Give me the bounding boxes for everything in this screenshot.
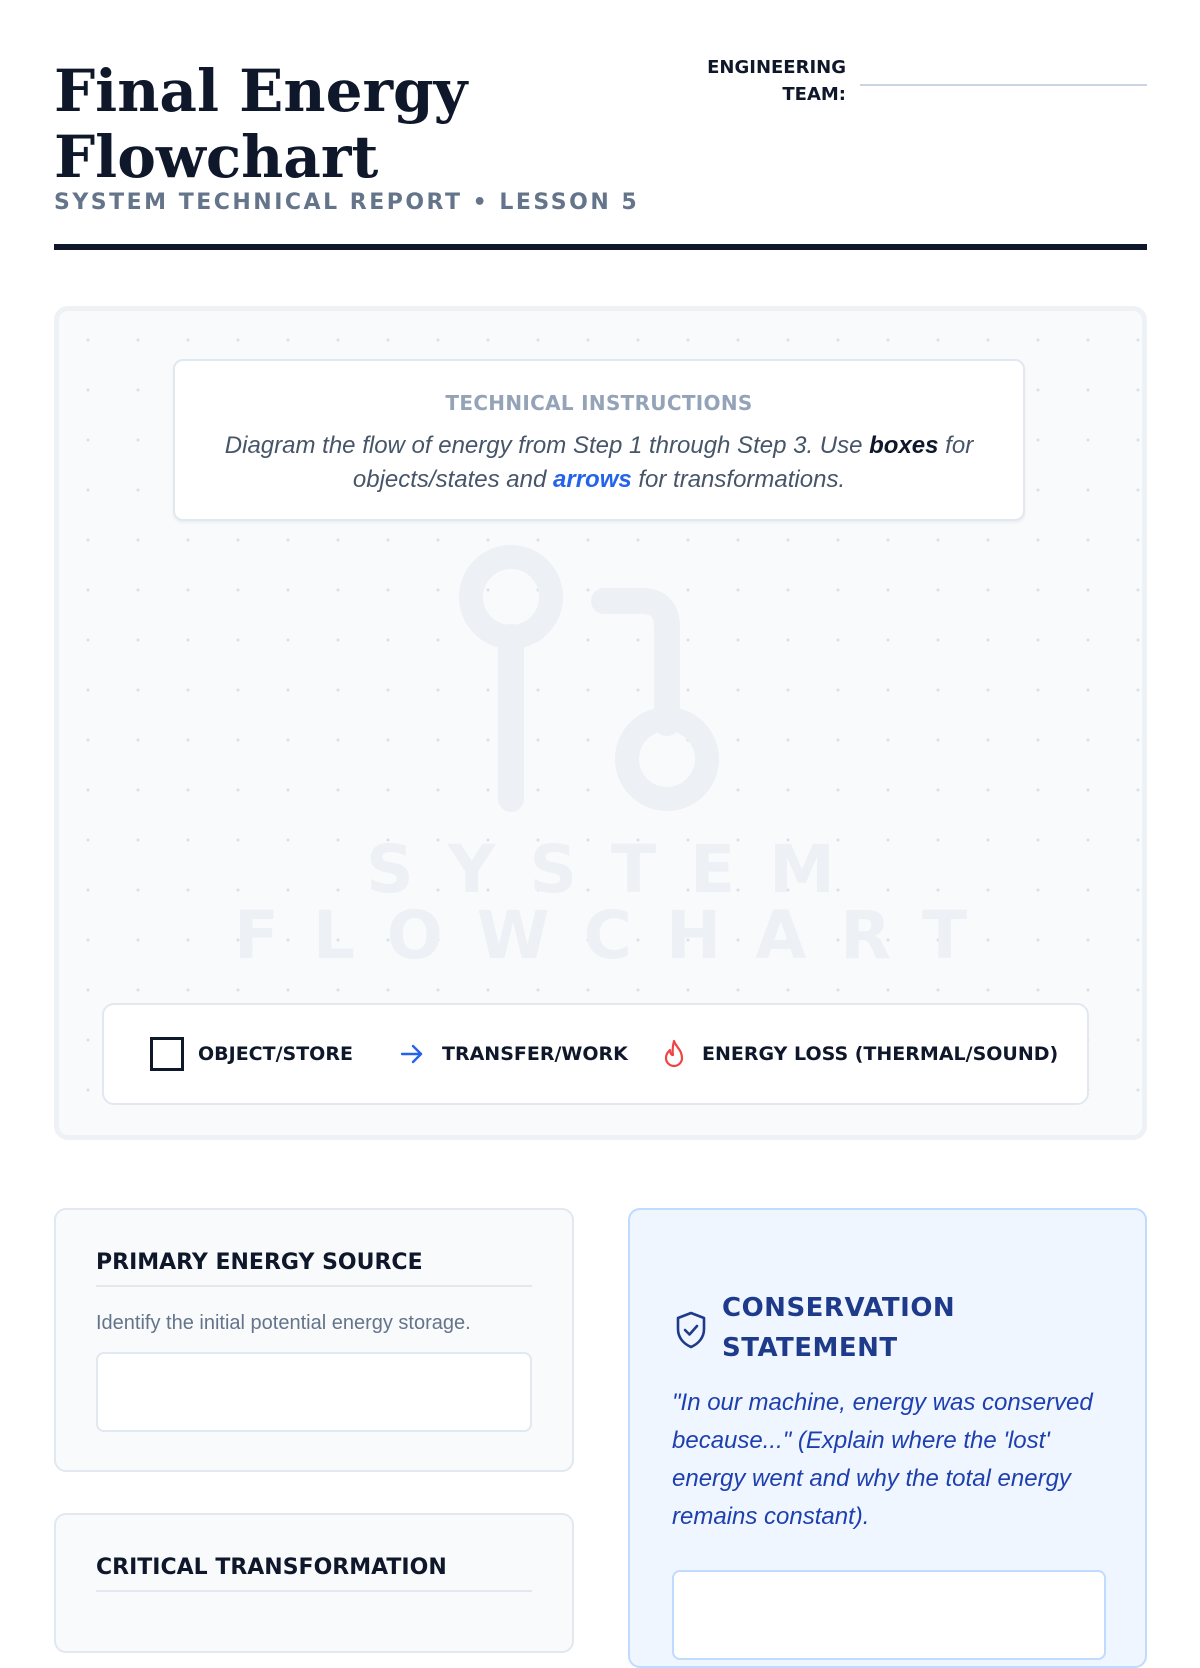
watermark-line-1: SYSTEM [366,831,869,908]
arrow-right-icon [400,1042,424,1066]
watermark-line-2: FLOWCHART [233,897,1002,974]
primary-energy-source-field[interactable] [96,1352,532,1432]
conservation-statement-card [628,1208,1147,1668]
legend-label: ENERGY LOSS (THERMAL/SOUND) [702,1043,1059,1065]
legend-label: OBJECT/STORE [198,1043,353,1065]
box-icon [150,1037,184,1071]
conservation-statement-field[interactable] [672,1570,1106,1660]
instructions-keyword-boxes: boxes [869,432,939,459]
instructions-text-part-2: for objects/states and [352,432,974,493]
engineering-team-label: ENGINEERING TEAM: [707,57,846,105]
instructions-title: TECHNICAL INSTRUCTIONS [445,391,753,415]
engineering-team-field[interactable] [860,84,1147,86]
header-divider [54,244,1147,250]
instructions-text-part-3: for transformations. [631,466,846,493]
instructions-panel [173,359,1025,521]
instructions-text-part-1: Diagram the flow of energy from Step 1 through Step 3. Use [224,432,870,459]
legend-item-object-store [150,1005,353,1103]
instructions-text [195,429,1003,497]
legend [102,1003,1089,1105]
primary-energy-source-card [54,1208,574,1472]
flame-icon [662,1039,686,1069]
legend-label: TRANSFER/WORK [442,1043,628,1065]
primary-energy-source-title: PRIMARY ENERGY SOURCE [96,1250,532,1287]
legend-item-transfer-work [400,1005,628,1103]
conservation-statement-title: CONSERVATION STATEMENT [722,1293,956,1363]
flowchart-canvas[interactable] [54,306,1147,1140]
instructions-keyword-arrows: arrows [553,466,632,493]
legend-item-energy-loss [662,1005,1058,1103]
worksheet-page [54,0,1147,1600]
shield-check-icon [674,1310,708,1350]
page-title: Final Energy Flowchart [54,57,468,191]
critical-transformation-title: CRITICAL TRANSFORMATION [96,1555,532,1592]
route-icon [459,545,739,825]
critical-transformation-card [54,1513,574,1653]
conservation-statement-prompt: "In our machine, energy was conserved because..." (Explain where the 'lost' energy went and why the total energy remains constant). [672,1389,1093,1530]
page-subtitle: SYSTEM TECHNICAL REPORT • LESSON 5 [54,190,640,215]
primary-energy-source-hint: Identify the initial potential energy storage. [96,1312,471,1334]
